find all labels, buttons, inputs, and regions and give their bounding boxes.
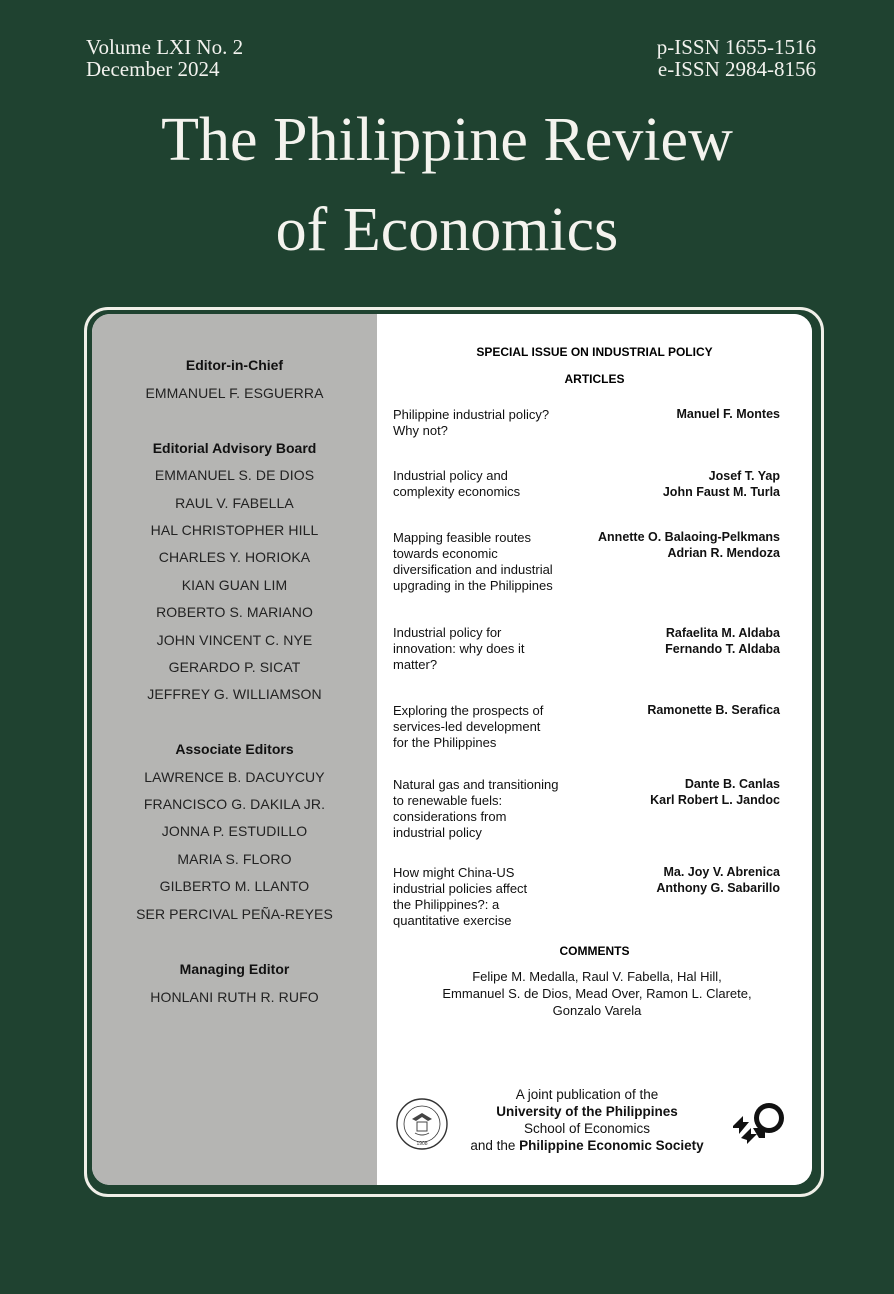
seal-year: 1908 (416, 1141, 428, 1147)
eic-heading: Editor-in-Chief (185, 357, 284, 373)
board-member: RAUL V. FABELLA (175, 495, 294, 511)
article-title: Industrial policy for innovation: why does it matter? (393, 625, 525, 672)
associate-editor: LAWRENCE B. DACUYCUY (144, 769, 325, 785)
article-title: Philippine industrial policy? Why not? (393, 407, 550, 438)
board-member: JOHN VINCENT C. NYE (156, 632, 313, 648)
issn-info (657, 36, 816, 80)
special-issue-heading: SPECIAL ISSUE ON INDUSTRIAL POLICY (476, 345, 713, 359)
board-member: EMMANUEL S. DE DIOS (154, 467, 315, 483)
associate-editor: MARIA S. FLORO (177, 851, 292, 867)
content-panel (92, 314, 812, 1185)
article-title: Natural gas and transitioning to renewable fuels: considerations from industrial policy (393, 777, 559, 840)
comments-heading: COMMENTS (559, 944, 630, 958)
volume-number: Volume LXI No. 2 (86, 35, 244, 59)
board-member: HAL CHRISTOPHER HILL (150, 522, 319, 538)
board-heading: Editorial Advisory Board (152, 440, 317, 456)
article-authors: Annette O. Balaoing-Pelkmans Adrian R. Mendoza (598, 530, 780, 560)
associate-editor: GILBERTO M. LLANTO (159, 878, 310, 894)
article-authors: Rafaelita M. Aldaba Fernando T. Aldaba (665, 626, 780, 656)
articles-heading: ARTICLES (564, 372, 625, 386)
journal-title (0, 95, 894, 275)
article-authors: Manuel F. Montes (676, 407, 780, 421)
managing-name: HONLANI RUTH R. RUFO (150, 989, 319, 1005)
article-title: How might China-US industrial policies affect the Philippines?: a quantitative exercise (393, 865, 528, 928)
article-authors: Ramonette B. Serafica (647, 703, 780, 717)
associate-editor: FRANCISCO G. DAKILA JR. (143, 796, 326, 812)
electronic-issn: e-ISSN 2984-8156 (657, 57, 816, 81)
article-title: Mapping feasible routes towards economic diversification and industrial upgrading in the Philippines (393, 530, 553, 593)
publisher-line: and the Philippine Economic Society (470, 1138, 704, 1153)
board-member: GERARDO P. SICAT (168, 659, 301, 675)
article-authors: Ma. Joy V. Abrenica Anthony G. Sabarillo (656, 865, 780, 895)
publisher-line: A joint publication of the (515, 1087, 659, 1102)
journal-title-line2: of Economics (275, 196, 619, 264)
associate-editor: JONNA P. ESTUDILLO (161, 823, 308, 839)
publisher-line: University of the Philippines (496, 1104, 678, 1119)
article-authors: Josef T. Yap John Faust M. Turla (662, 469, 780, 499)
issue-date: December 2024 (86, 57, 220, 81)
publisher-line: School of Economics (523, 1121, 651, 1136)
volume-info (86, 36, 243, 80)
publisher-note (437, 1086, 737, 1154)
board-member: JEFFREY G. WILLIAMSON (147, 686, 322, 702)
associate-heading: Associate Editors (175, 741, 294, 757)
comments-authors: Felipe M. Medalla, Raul V. Fabella, Hal Hill, Emmanuel S. de Dios, Mead Over, Ramon L. Clarete, Gonzalo Varela (442, 969, 752, 1018)
pes-logo-icon (729, 1098, 789, 1144)
print-issn: p-ISSN 1655-1516 (656, 35, 816, 59)
board-member: ROBERTO S. MARIANO (156, 604, 313, 620)
managing-heading: Managing Editor (179, 961, 290, 977)
board-member: KIAN GUAN LIM (181, 577, 288, 593)
editorial-column (92, 314, 378, 1185)
article-title: Exploring the prospects of services-led development for the Philippines (393, 703, 544, 750)
eic-name: EMMANUEL F. ESGUERRA (145, 385, 324, 401)
article-title: Industrial policy and complexity economics (393, 468, 521, 499)
journal-title-line1: The Philippine Review (161, 106, 733, 174)
article-authors: Dante B. Canlas Karl Robert L. Jandoc (650, 777, 780, 807)
associate-editor: SER PERCIVAL PEÑA-REYES (136, 906, 333, 922)
board-member: CHARLES Y. HORIOKA (158, 549, 311, 565)
contents-column (377, 314, 812, 1185)
